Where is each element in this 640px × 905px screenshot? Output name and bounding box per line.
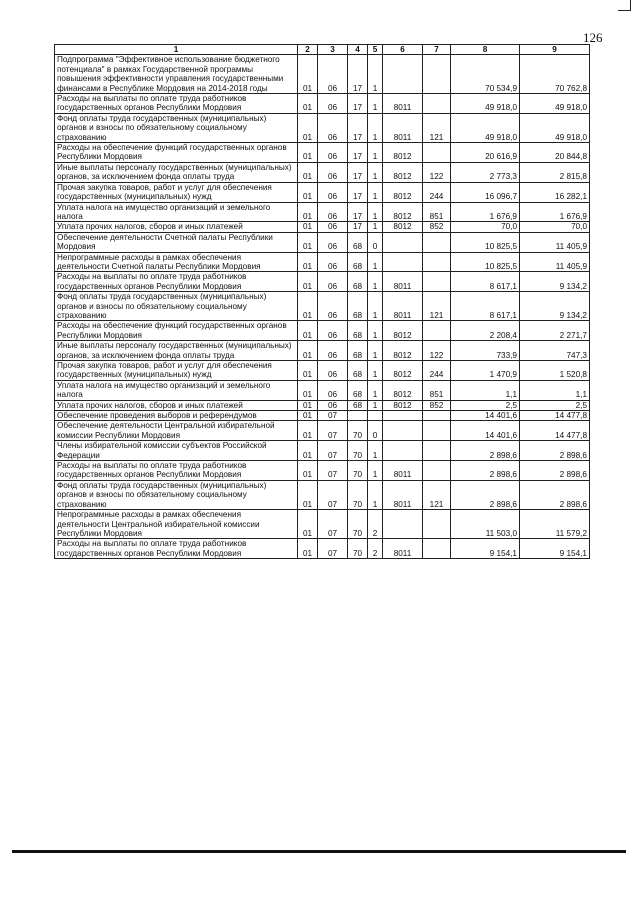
amount-year-1: 14 401,6	[451, 411, 520, 421]
subprogram-code: 1	[368, 55, 383, 94]
item-name: Обеспечение деятельности Центральной избирательной комиссии Республики Мордовия	[55, 421, 298, 441]
table-row	[55, 143, 590, 163]
program-code: 68	[348, 272, 368, 292]
expense-type-code: 851	[423, 380, 451, 400]
expense-type-code: 121	[423, 292, 451, 321]
amount-year-2: 1,1	[520, 380, 590, 400]
program-code: 68	[348, 232, 368, 252]
amount-year-2: 70 762,8	[520, 55, 590, 94]
item-name: Расходы на обеспечение функций государственных органов Республики Мордовия	[55, 321, 298, 341]
expense-type-code: 122	[423, 162, 451, 182]
amount-year-2: 16 282,1	[520, 182, 590, 202]
table-row	[55, 182, 590, 202]
column-header: 6	[383, 45, 423, 55]
table-body	[55, 55, 590, 559]
amount-year-2: 11 405,9	[520, 232, 590, 252]
table-row	[55, 292, 590, 321]
program-code: 70	[348, 480, 368, 509]
subsection-code: 06	[318, 113, 348, 142]
amount-year-2: 49 918,0	[520, 94, 590, 114]
expense-type-code	[423, 252, 451, 272]
section-code: 01	[298, 539, 318, 559]
program-code: 17	[348, 202, 368, 222]
amount-year-1: 49 918,0	[451, 94, 520, 114]
amount-year-2: 2 815,8	[520, 162, 590, 182]
amount-year-1: 1 470,9	[451, 361, 520, 381]
subprogram-code: 1	[368, 143, 383, 163]
expense-type-code: 244	[423, 361, 451, 381]
item-name: Уплата прочих налогов, сборов и иных платежей	[55, 400, 298, 410]
direction-code: 8011	[383, 480, 423, 509]
table-row	[55, 162, 590, 182]
amount-year-2: 2 898,6	[520, 461, 590, 481]
subprogram-code: 2	[368, 510, 383, 539]
program-code: 70	[348, 441, 368, 461]
subprogram-code: 1	[368, 94, 383, 114]
amount-year-1: 2 773,3	[451, 162, 520, 182]
amount-year-1: 2,5	[451, 400, 520, 410]
section-code: 01	[298, 361, 318, 381]
amount-year-2: 49 918,0	[520, 113, 590, 142]
amount-year-1: 2 898,6	[451, 461, 520, 481]
item-name: Прочая закупка товаров, работ и услуг для обеспечения государственных (муниципальных) нужд	[55, 182, 298, 202]
amount-year-2: 14 477,8	[520, 421, 590, 441]
section-code: 01	[298, 421, 318, 441]
direction-code: 8011	[383, 272, 423, 292]
program-code: 68	[348, 361, 368, 381]
subprogram-code: 1	[368, 380, 383, 400]
expense-type-code: 122	[423, 341, 451, 361]
section-code: 01	[298, 162, 318, 182]
amount-year-1: 10 825,5	[451, 232, 520, 252]
subprogram-code: 1	[368, 400, 383, 410]
subsection-code: 07	[318, 461, 348, 481]
section-code: 01	[298, 232, 318, 252]
item-name: Расходы на выплаты по оплате труда работников государственных органов Республики Мордовия	[55, 94, 298, 114]
section-code: 01	[298, 380, 318, 400]
table-row	[55, 341, 590, 361]
scan-corner-mark	[618, 0, 631, 11]
subprogram-code: 1	[368, 113, 383, 142]
amount-year-2: 1 520,8	[520, 361, 590, 381]
expense-type-code	[423, 232, 451, 252]
table-row	[55, 222, 590, 232]
program-code: 17	[348, 94, 368, 114]
table-row	[55, 539, 590, 559]
amount-year-1: 16 096,7	[451, 182, 520, 202]
direction-code	[383, 421, 423, 441]
column-header: 8	[451, 45, 520, 55]
amount-year-1: 70,0	[451, 222, 520, 232]
table-row	[55, 361, 590, 381]
column-header: 5	[368, 45, 383, 55]
expense-type-code: 121	[423, 113, 451, 142]
table-row	[55, 480, 590, 509]
direction-code: 8012	[383, 341, 423, 361]
item-name: Подпрограмма "Эффективное использование бюджетного потенциала" в рамках Государственной программы повышения эффективности управления государственными финансами в Республике Мордовия на 2014-2018 годы	[55, 55, 298, 94]
program-code: 70	[348, 510, 368, 539]
section-code: 01	[298, 113, 318, 142]
table-row	[55, 461, 590, 481]
program-code: 68	[348, 252, 368, 272]
amount-year-2: 20 844,8	[520, 143, 590, 163]
item-name: Прочая закупка товаров, работ и услуг для обеспечения государственных (муниципальных) нужд	[55, 361, 298, 381]
subprogram-code: 0	[368, 421, 383, 441]
section-code: 01	[298, 222, 318, 232]
expense-type-code: 244	[423, 182, 451, 202]
amount-year-1: 1,1	[451, 380, 520, 400]
item-name: Уплата налога на имущество организаций и земельного налога	[55, 202, 298, 222]
program-code: 17	[348, 113, 368, 142]
amount-year-1: 10 825,5	[451, 252, 520, 272]
amount-year-2: 747,3	[520, 341, 590, 361]
item-name: Обеспечение проведения выборов и референдумов	[55, 411, 298, 421]
direction-code: 8012	[383, 321, 423, 341]
subsection-code: 06	[318, 272, 348, 292]
expense-type-code	[423, 461, 451, 481]
column-header: 9	[520, 45, 590, 55]
subprogram-code: 1	[368, 162, 383, 182]
amount-year-1: 11 503,0	[451, 510, 520, 539]
bottom-rule	[12, 850, 626, 853]
item-name: Непрограммные расходы в рамках обеспечения деятельности Центральной избирательной комиссии Республики Мордовия	[55, 510, 298, 539]
table-header-row	[55, 45, 590, 55]
amount-year-1: 9 154,1	[451, 539, 520, 559]
table-row	[55, 232, 590, 252]
section-code: 01	[298, 272, 318, 292]
column-header: 1	[55, 45, 298, 55]
item-name: Расходы на выплаты по оплате труда работников государственных органов Республики Мордовия	[55, 539, 298, 559]
direction-code: 8012	[383, 380, 423, 400]
item-name: Расходы на выплаты по оплате труда работников государственных органов Республики Мордовия	[55, 461, 298, 481]
direction-code: 8012	[383, 143, 423, 163]
direction-code: 8012	[383, 182, 423, 202]
item-name: Фонд оплаты труда государственных (муниципальных) органов и взносы по обязательному социальному страхованию	[55, 480, 298, 509]
program-code: 17	[348, 55, 368, 94]
expense-type-code	[423, 55, 451, 94]
direction-code: 8012	[383, 162, 423, 182]
expense-type-code	[423, 441, 451, 461]
amount-year-2: 1 676,9	[520, 202, 590, 222]
subsection-code: 06	[318, 400, 348, 410]
direction-code: 8012	[383, 202, 423, 222]
amount-year-2: 14 477,8	[520, 411, 590, 421]
expense-type-code	[423, 143, 451, 163]
program-code: 68	[348, 321, 368, 341]
table-row	[55, 202, 590, 222]
subprogram-code: 1	[368, 292, 383, 321]
column-header: 3	[318, 45, 348, 55]
subprogram-code	[368, 411, 383, 421]
program-code: 68	[348, 341, 368, 361]
amount-year-2: 11 405,9	[520, 252, 590, 272]
amount-year-2: 2,5	[520, 400, 590, 410]
amount-year-1: 70 534,9	[451, 55, 520, 94]
section-code: 01	[298, 510, 318, 539]
program-code: 68	[348, 400, 368, 410]
table-row	[55, 94, 590, 114]
program-code: 70	[348, 421, 368, 441]
table-row	[55, 113, 590, 142]
table-row	[55, 400, 590, 410]
table-row	[55, 510, 590, 539]
section-code: 01	[298, 292, 318, 321]
direction-code	[383, 411, 423, 421]
table-row	[55, 55, 590, 94]
subsection-code: 06	[318, 143, 348, 163]
amount-year-1: 8 617,1	[451, 272, 520, 292]
section-code: 01	[298, 411, 318, 421]
expense-type-code: 852	[423, 222, 451, 232]
amount-year-2: 9 134,2	[520, 272, 590, 292]
amount-year-1: 2 898,6	[451, 480, 520, 509]
item-name: Уплата налога на имущество организаций и земельного налога	[55, 380, 298, 400]
subprogram-code: 1	[368, 480, 383, 509]
program-code: 70	[348, 461, 368, 481]
item-name: Уплата прочих налогов, сборов и иных платежей	[55, 222, 298, 232]
expense-type-code: 851	[423, 202, 451, 222]
subsection-code: 07	[318, 539, 348, 559]
direction-code: 8011	[383, 94, 423, 114]
amount-year-2: 9 134,2	[520, 292, 590, 321]
item-name: Иные выплаты персоналу государственных (муниципальных) органов, за исключением фонда оплаты труда	[55, 341, 298, 361]
section-code: 01	[298, 341, 318, 361]
subsection-code: 07	[318, 441, 348, 461]
direction-code	[383, 232, 423, 252]
subsection-code: 06	[318, 182, 348, 202]
subsection-code: 06	[318, 162, 348, 182]
subprogram-code: 1	[368, 222, 383, 232]
program-code: 17	[348, 222, 368, 232]
subsection-code: 06	[318, 380, 348, 400]
table-row	[55, 252, 590, 272]
subsection-code: 06	[318, 321, 348, 341]
item-name: Расходы на обеспечение функций государственных органов Республики Мордовия	[55, 143, 298, 163]
item-name: Фонд оплаты труда государственных (муниципальных) органов и взносы по обязательному социальному страхованию	[55, 113, 298, 142]
subprogram-code: 1	[368, 272, 383, 292]
subprogram-code: 1	[368, 252, 383, 272]
expense-type-code	[423, 411, 451, 421]
subsection-code: 06	[318, 292, 348, 321]
subsection-code: 07	[318, 421, 348, 441]
expense-type-code	[423, 272, 451, 292]
amount-year-1: 1 676,9	[451, 202, 520, 222]
subsection-code: 06	[318, 94, 348, 114]
amount-year-2: 9 154,1	[520, 539, 590, 559]
budget-table	[54, 44, 590, 559]
section-code: 01	[298, 400, 318, 410]
direction-code: 8011	[383, 539, 423, 559]
expense-type-code: 121	[423, 480, 451, 509]
column-header: 4	[348, 45, 368, 55]
subprogram-code: 1	[368, 182, 383, 202]
subsection-code: 06	[318, 252, 348, 272]
amount-year-2: 2 271,7	[520, 321, 590, 341]
item-name: Непрограммные расходы в рамках обеспечения деятельности Счетной палаты Республики Мордовия	[55, 252, 298, 272]
program-code: 68	[348, 380, 368, 400]
subsection-code: 06	[318, 341, 348, 361]
amount-year-1: 49 918,0	[451, 113, 520, 142]
subprogram-code: 1	[368, 461, 383, 481]
section-code: 01	[298, 480, 318, 509]
item-name: Расходы на выплаты по оплате труда работников государственных органов Республики Мордовия	[55, 272, 298, 292]
expense-type-code: 852	[423, 400, 451, 410]
subsection-code: 06	[318, 55, 348, 94]
amount-year-2: 2 898,6	[520, 441, 590, 461]
subprogram-code: 1	[368, 361, 383, 381]
subsection-code: 07	[318, 510, 348, 539]
direction-code: 8011	[383, 292, 423, 321]
section-code: 01	[298, 252, 318, 272]
program-code: 68	[348, 292, 368, 321]
subsection-code: 07	[318, 480, 348, 509]
subprogram-code: 1	[368, 321, 383, 341]
amount-year-1: 2 208,4	[451, 321, 520, 341]
table-row	[55, 321, 590, 341]
amount-year-2: 70,0	[520, 222, 590, 232]
subprogram-code: 1	[368, 441, 383, 461]
subsection-code: 06	[318, 232, 348, 252]
section-code: 01	[298, 202, 318, 222]
table-row	[55, 421, 590, 441]
item-name: Члены избирательной комиссии субъектов Российской Федерации	[55, 441, 298, 461]
amount-year-1: 20 616,9	[451, 143, 520, 163]
amount-year-1: 733,9	[451, 341, 520, 361]
subsection-code: 06	[318, 202, 348, 222]
expense-type-code	[423, 539, 451, 559]
item-name: Иные выплаты персоналу государственных (муниципальных) органов, за исключением фонда оплаты труда	[55, 162, 298, 182]
expense-type-code	[423, 321, 451, 341]
direction-code: 8011	[383, 461, 423, 481]
direction-code	[383, 441, 423, 461]
subsection-code: 06	[318, 222, 348, 232]
direction-code: 8011	[383, 113, 423, 142]
table-row	[55, 411, 590, 421]
expense-type-code	[423, 510, 451, 539]
table-row	[55, 272, 590, 292]
item-name: Обеспечение деятельности Счетной палаты Республики Мордовия	[55, 232, 298, 252]
section-code: 01	[298, 461, 318, 481]
program-code: 70	[348, 539, 368, 559]
section-code: 01	[298, 182, 318, 202]
amount-year-1: 8 617,1	[451, 292, 520, 321]
section-code: 01	[298, 143, 318, 163]
section-code: 01	[298, 441, 318, 461]
amount-year-1: 14 401,6	[451, 421, 520, 441]
subsection-code: 07	[318, 411, 348, 421]
direction-code: 8012	[383, 222, 423, 232]
subsection-code: 06	[318, 361, 348, 381]
program-code	[348, 411, 368, 421]
program-code: 17	[348, 162, 368, 182]
section-code: 01	[298, 94, 318, 114]
expense-type-code	[423, 421, 451, 441]
subprogram-code: 1	[368, 341, 383, 361]
table-row	[55, 380, 590, 400]
direction-code	[383, 252, 423, 272]
subprogram-code: 2	[368, 539, 383, 559]
subprogram-code: 1	[368, 202, 383, 222]
column-header: 2	[298, 45, 318, 55]
section-code: 01	[298, 55, 318, 94]
direction-code	[383, 510, 423, 539]
direction-code: 8012	[383, 361, 423, 381]
amount-year-2: 11 579,2	[520, 510, 590, 539]
program-code: 17	[348, 182, 368, 202]
item-name: Фонд оплаты труда государственных (муниципальных) органов и взносы по обязательному социальному страхованию	[55, 292, 298, 321]
expense-type-code	[423, 94, 451, 114]
subprogram-code: 0	[368, 232, 383, 252]
amount-year-2: 2 898,6	[520, 480, 590, 509]
program-code: 17	[348, 143, 368, 163]
section-code: 01	[298, 321, 318, 341]
amount-year-1: 2 898,6	[451, 441, 520, 461]
column-header: 7	[423, 45, 451, 55]
table-row	[55, 441, 590, 461]
page-number: 126	[583, 30, 603, 45]
direction-code: 8012	[383, 400, 423, 410]
direction-code	[383, 55, 423, 94]
